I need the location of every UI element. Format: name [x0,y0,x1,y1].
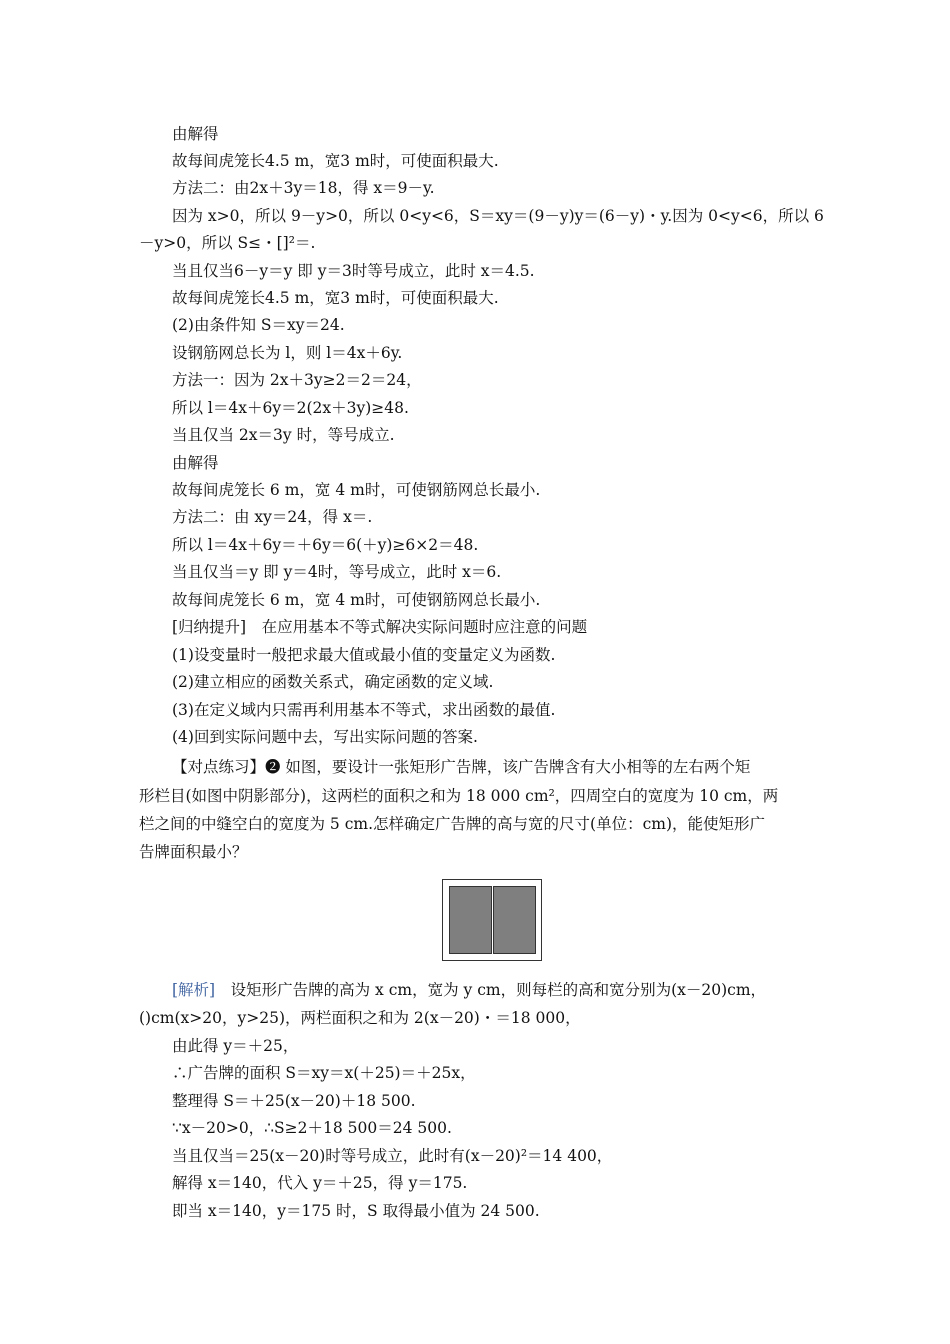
text-line: 当且仅当6－y＝y 即 y＝3时等号成立，此时 x＝4.5. [172,262,535,280]
text-line: (4)回到实际问题中去，写出实际问题的答案. [172,728,478,746]
text-line: (3)在定义域内只需再利用基本不等式，求出函数的最值. [172,701,556,719]
text-line: 设钢筋网总长为 l，则 l＝4x＋6y. [172,344,403,362]
text-line: 故每间虎笼长4.5 m，宽3 m时，可使面积最大. [172,152,499,170]
solution-first-line [172,980,766,1000]
text-line: 方法一：因为 2x＋3y≥2＝2＝24， [172,371,422,389]
left-column-panel [449,886,492,954]
solution-line: 解得 x＝140，代入 y＝＋25，得 y＝175. [172,1174,468,1192]
text-line: 由解得 [172,454,219,472]
text-line: (2)建立相应的函数关系式，确定函数的定义域. [172,673,494,691]
text-line: 由解得 [172,125,219,143]
solution-line: 当且仅当＝25(x－20)时等号成立，此时有(x－20)²＝14 400， [172,1147,613,1165]
text-line: 当且仅当 2x＝3y 时，等号成立. [172,426,395,444]
text-line: (1)设变量时一般把求最大值或最小值的变量定义为函数. [172,646,556,664]
billboard-figure [442,879,542,961]
practice-line: 栏之间的中缝空白的宽度为 5 cm.怎样确定广告牌的高与宽的尺寸(单位：cm)，能使矩形广 [139,815,765,833]
text-line: 方法二：由2x＋3y＝18，得 x＝9－y. [172,179,435,197]
solution-line: 即当 x＝140，y＝175 时，S 取得最小值为 24 500. [172,1202,540,1220]
right-column-panel [493,886,536,954]
text-line: 故每间虎笼长 6 m，宽 4 m时，可使钢筋网总长最小. [172,591,541,609]
solution-text: 设矩形广告牌的高为 x cm，宽为 y cm，则每栏的高和宽分别为(x－20)cm， [215,981,767,999]
text-line: 故每间虎笼长 6 m，宽 4 m时，可使钢筋网总长最小. [172,481,541,499]
text-line: 所以 l＝4x＋6y＝2(2x＋3y)≥48. [172,399,409,417]
solution-line: ()cm(x>20，y>25)，两栏面积之和为 2(x－20)・＝18 000， [139,1009,581,1027]
solution-line: 由此得 y＝＋25， [172,1037,299,1055]
practice-line: 形栏目(如图中阴影部分)，这两栏的面积之和为 18 000 cm²，四周空白的宽度为 10 cm，两 [139,787,779,805]
text-line: 所以 l＝4x＋6y＝＋6y＝6(＋y)≥6×2＝48. [172,536,479,554]
solution-tag: [解析] [172,981,216,999]
practice-line: 【对点练习】❷ 如图，要设计一张矩形广告牌，该广告牌含有大小相等的左右两个矩 [172,758,751,776]
text-line: 方法二：由 xy＝24，得 x＝. [172,508,373,526]
text-line: 故每间虎笼长4.5 m，宽3 m时，可使面积最大. [172,289,499,307]
solution-line: 整理得 S＝＋25(x－20)＋18 500. [172,1092,416,1110]
text-line: 因为 x>0，所以 9－y>0，所以 0<y<6，S＝xy＝(9－y)y＝(6－y)・y.因为 0<y<6，所以 6 [172,207,824,225]
practice-line: 告牌面积最小？ [139,843,248,861]
solution-line: ∴广告牌的面积 S＝xy＝x(＋25)＝＋25x， [172,1064,476,1082]
text-line: －y>0，所以 S≤・[]²＝. [139,234,316,252]
solution-line: ∵x－20>0，∴S≥2＋18 500＝24 500. [172,1119,452,1137]
text-line: (2)由条件知 S＝xy＝24. [172,316,345,334]
text-line: 当且仅当＝y 即 y＝4时，等号成立，此时 x＝6. [172,563,502,581]
section-heading: [归纳提升] 在应用基本不等式解决实际问题时应注意的问题 [172,618,588,636]
